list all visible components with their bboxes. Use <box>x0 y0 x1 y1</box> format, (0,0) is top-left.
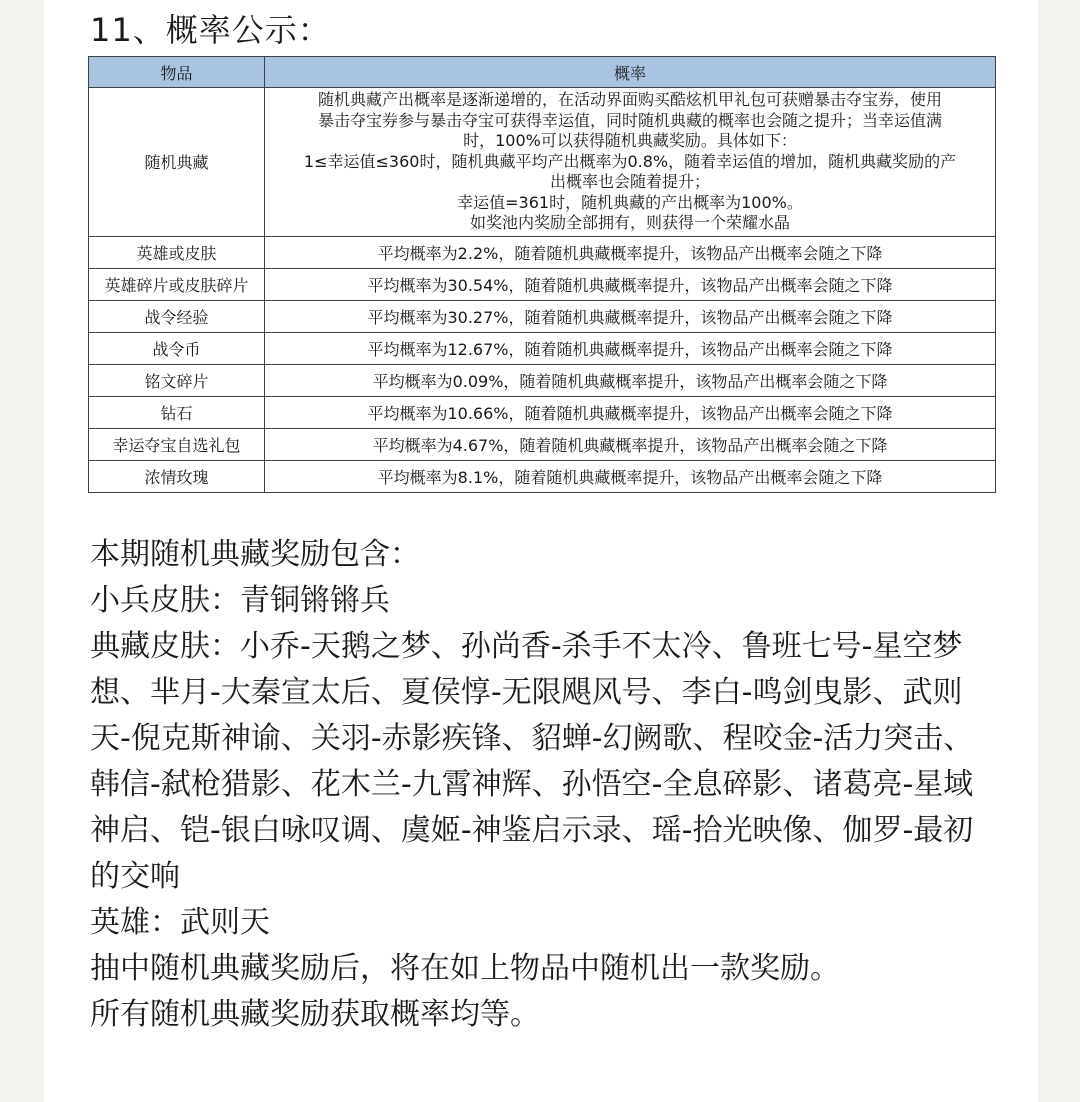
table-row <box>89 332 996 364</box>
table-row <box>89 428 996 460</box>
description-line: 如奖池内奖励全部拥有，则获得一个荣耀水晶 <box>469 213 790 232</box>
item-cell: 钻石 <box>89 396 265 428</box>
item-cell: 战令币 <box>89 332 265 364</box>
table-header-row <box>89 57 996 88</box>
draw-note: 抽中随机典藏奖励后，将在如上物品中随机出一款奖励。 <box>90 951 840 986</box>
probability-cell: 平均概率为2.2%，随着随机典藏概率提升，该物品产出概率会随之下降 <box>265 236 996 268</box>
description-line: 暴击夺宝券参与暴击夺宝可获得幸运值，同时随机典藏的概率也会随之提升；当幸运值满 <box>317 110 942 130</box>
section-heading: 11、概率公示： <box>90 11 331 49</box>
probability-cell: 平均概率为8.1%，随着随机典藏概率提升，该物品产出概率会随之下降 <box>265 460 996 492</box>
collection-skins-list: 典藏皮肤：小乔-天鹅之梦、孙尚香-杀手不太冷、鲁班七号-星空梦想、芈月-大秦宣太后、夏侯惇-无限飓风号、李白-鸣剑曳影、武则天-倪克斯神谕、关羽-赤影疾锋、貂蝉-幻阙歌、程咬金-活力突击、韩信-弑枪猎影、花木兰-九霄神辉、孙悟空-全息碎影、诸葛亮-星域神启、铠-银白咏叹调、虞姬-神鉴启示录、瑶-拾光映像、伽罗-最初的交响 <box>90 629 974 894</box>
reward-intro: 本期随机典藏奖励包含： <box>90 537 420 572</box>
item-cell: 幸运夺宝自选礼包 <box>89 428 265 460</box>
table-row <box>89 300 996 332</box>
probability-cell: 平均概率为12.67%，随着随机典藏概率提升，该物品产出概率会随之下降 <box>265 332 996 364</box>
probability-cell: 平均概率为30.54%，随着随机典藏概率提升，该物品产出概率会随之下降 <box>265 268 996 300</box>
minion-skin-line: 小兵皮肤：青铜锵锵兵 <box>90 583 390 618</box>
table-row <box>89 396 996 428</box>
equal-probability-note: 所有随机典藏奖励获取概率均等。 <box>90 997 540 1032</box>
item-cell: 英雄碎片或皮肤碎片 <box>89 268 265 300</box>
reward-details <box>90 532 990 1038</box>
table-row <box>89 88 996 237</box>
probability-table <box>88 56 996 493</box>
column-header-item: 物品 <box>89 57 265 88</box>
description-line: 时，100%可以获得随机典藏奖励。具体如下： <box>463 131 797 150</box>
description-line: 1≤幸运值≤360时，随机典藏平均产出概率为0.8%，随着幸运值的增加，随机典藏奖励的产 <box>303 151 957 171</box>
table-row <box>89 236 996 268</box>
table-row <box>89 364 996 396</box>
probability-cell: 平均概率为4.67%，随着随机典藏概率提升，该物品产出概率会随之下降 <box>265 428 996 460</box>
table-row <box>89 460 996 492</box>
probability-cell: 平均概率为10.66%，随着随机典藏概率提升，该物品产出概率会随之下降 <box>265 396 996 428</box>
hero-line: 英雄：武则天 <box>90 905 270 940</box>
table-row <box>89 268 996 300</box>
description-line: 出概率也会随着提升； <box>549 172 710 191</box>
description-line: 随机典藏产出概率是逐渐递增的，在活动界面购买酷炫机甲礼包可获赠暴击夺宝券，使用 <box>317 90 942 109</box>
item-cell: 英雄或皮肤 <box>89 236 265 268</box>
column-header-probability: 概率 <box>265 57 996 88</box>
item-cell: 战令经验 <box>89 300 265 332</box>
probability-cell: 平均概率为0.09%，随着随机典藏概率提升，该物品产出概率会随之下降 <box>265 364 996 396</box>
document-page <box>44 0 1038 1102</box>
description-line: 幸运值=361时，随机典藏的产出概率为100%。 <box>457 192 803 212</box>
probability-cell: 平均概率为30.27%，随着随机典藏概率提升，该物品产出概率会随之下降 <box>265 300 996 332</box>
probability-description-cell <box>265 88 996 237</box>
item-cell: 浓情玫瑰 <box>89 460 265 492</box>
item-cell: 铭文碎片 <box>89 364 265 396</box>
item-cell: 随机典藏 <box>89 88 265 237</box>
